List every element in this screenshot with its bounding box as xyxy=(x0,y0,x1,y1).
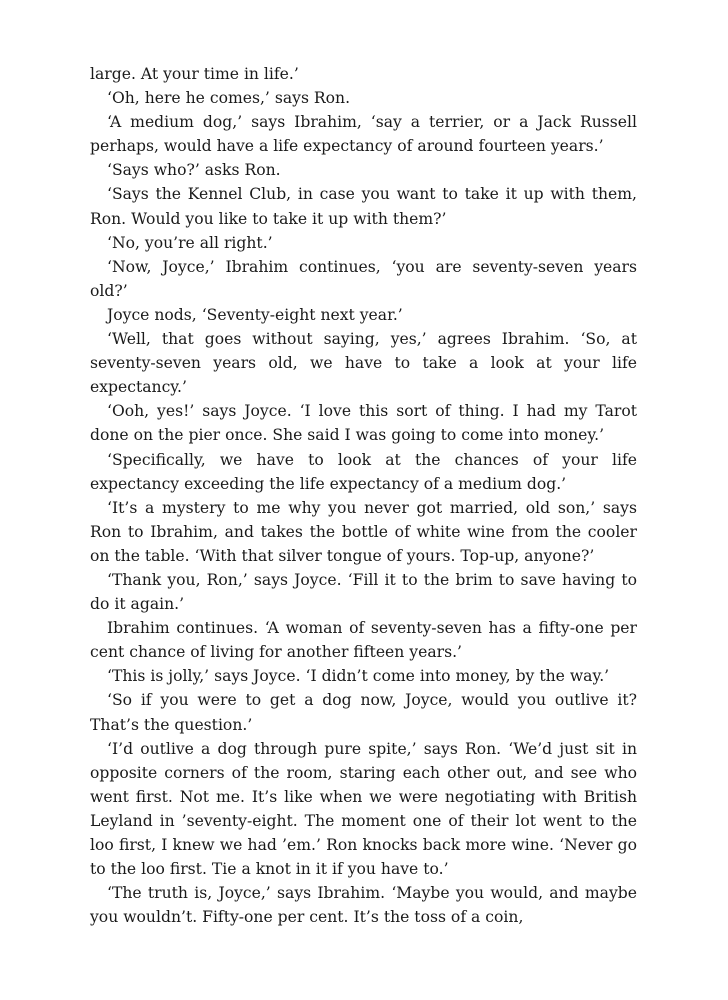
paragraph-2: ‘Oh, here he comes,’ says Ron. xyxy=(107,89,351,108)
paragraph-15: ‘This is jolly,’ says Joyce. ‘I didn’t come into money, by the way.’ xyxy=(107,667,610,686)
book-page-text xyxy=(90,62,637,929)
paragraph-17: ‘I’d outlive a dog through pure spite,’ says Ron. ‘We’d just sit in opposite corners of the room, staring each other out, and see who went first. Not me. It’s like when we were negotiating with British Leyland in ’seventy-eight. The moment one of their lot went to the loo first, I knew we had ’em.’ Ron knocks back more wine. ‘Never go to the loo first. Tie a knot in it if you have to.’ xyxy=(90,739,637,879)
paragraph-18: ‘The truth is, Joyce,’ says Ibrahim. ‘Maybe you would, and maybe you wouldn’t. Fifty-one per cent. It’s the toss of a coin, xyxy=(90,884,637,927)
paragraph-6: ‘No, you’re all right.’ xyxy=(107,233,273,252)
paragraph-14: Ibrahim continues. ‘A woman of seventy-seven has a fifty-one per cent chance of living for another fifteen years.’ xyxy=(90,619,637,662)
paragraph-11: ‘Specifically, we have to look at the chances of your life expectancy exceeding the life expectancy of a medium dog.’ xyxy=(90,450,637,493)
paragraph-1: large. At your time in life.’ xyxy=(90,65,299,83)
paragraph-4: ‘Says who?’ asks Ron. xyxy=(107,161,281,180)
paragraph-7: ‘Now, Joyce,’ Ibrahim continues, ‘you are seventy-seven years old?’ xyxy=(90,257,637,300)
paragraph-9: ‘Well, that goes without saying, yes,’ agrees Ibrahim. ‘So, at seventy-seven years old, we have to take a look at your life expectancy.’ xyxy=(90,330,637,397)
paragraph-3: ‘A medium dog,’ says Ibrahim, ‘say a terrier, or a Jack Russell perhaps, would have a life expectancy of around fourteen years.’ xyxy=(90,113,637,156)
paragraph-10: ‘Ooh, yes!’ says Joyce. ‘I love this sort of thing. I had my Tarot done on the pier once. She said I was going to come into money.’ xyxy=(90,402,637,445)
paragraph-13: ‘Thank you, Ron,’ says Joyce. ‘Fill it to the brim to save having to do it again.’ xyxy=(90,570,637,614)
paragraph-5: ‘Says the Kennel Club, in case you want to take it up with them, Ron. Would you like to take it up with them?’ xyxy=(90,185,637,228)
paragraph-12: ‘It’s a mystery to me why you never got married, old son,’ says Ron to Ibrahim, and takes the bottle of white wine from the cooler on the table. ‘With that silver tongue of yours. Top-up, anyone?’ xyxy=(90,498,637,565)
paragraph-8: Joyce nods, ‘Seventy-eight next year.’ xyxy=(107,305,403,324)
paragraph-16: ‘So if you were to get a dog now, Joyce, would you outlive it? That’s the question.’ xyxy=(90,691,637,734)
